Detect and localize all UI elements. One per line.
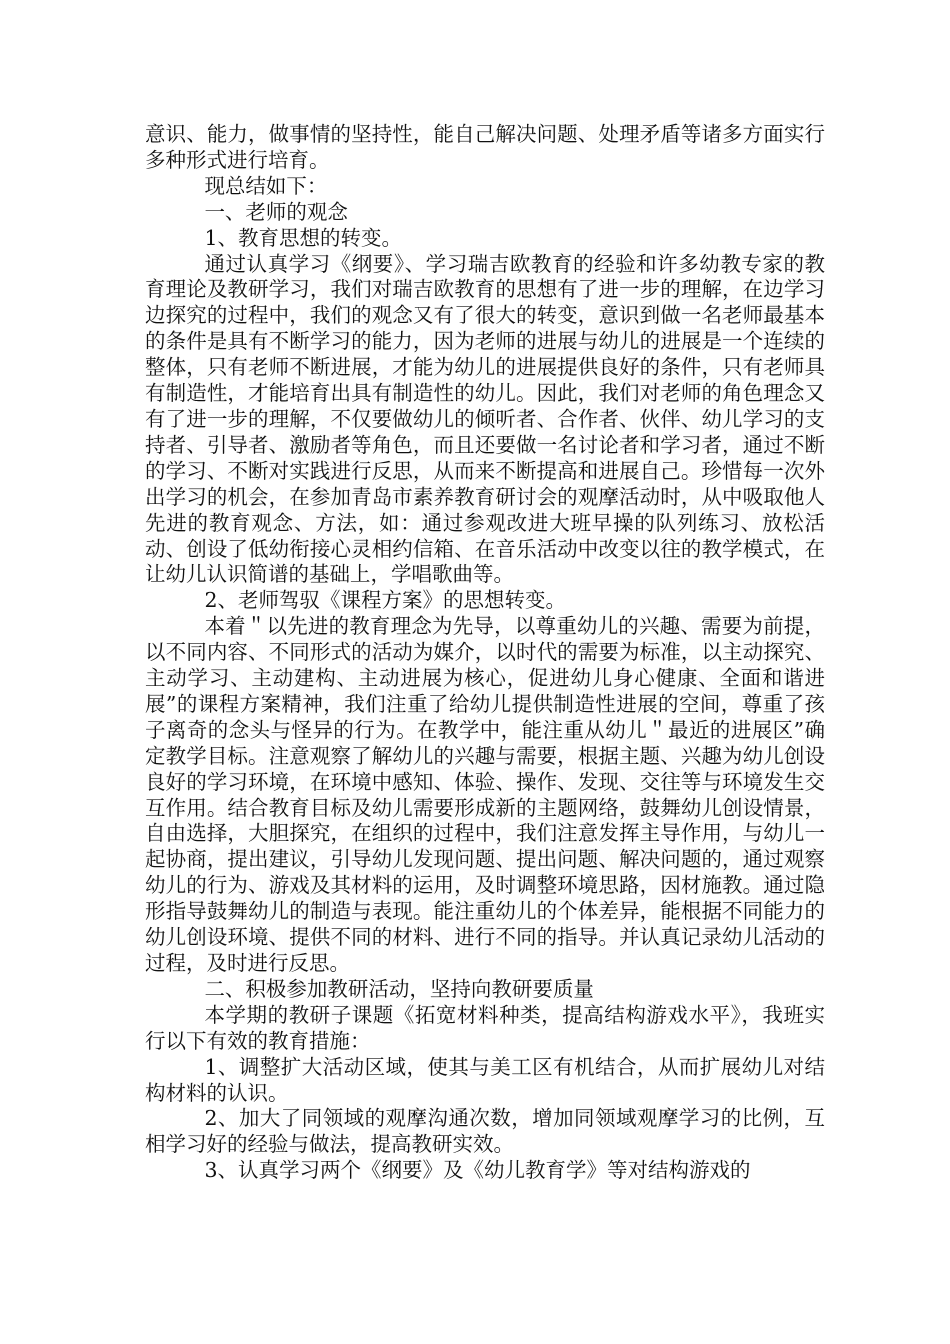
subheading-education-thinking: 1、教育思想的转变。 — [204, 225, 402, 250]
list-item-measure-1: 1、调整扩大活动区域，使其与美工区有机结合，从而扩展幼儿对结构材料的认识。 — [145, 1054, 825, 1105]
list-item-measure-2: 2、加大了同领域的观摩沟通次数，增加同领域观摩学习的比例，互相学习好的经验与做法，提高教研实效。 — [145, 1106, 825, 1157]
paragraph-research-intro: 本学期的教研子课题《拓宽材料种类，提高结构游戏水平》，我班实行以下有效的教育措施： — [145, 1002, 825, 1053]
paragraph-continuation: 意识、能力，做事情的坚持性，能自己解决问题、处理矛盾等诸多方面实行多种形式进行培育。 — [145, 122, 825, 172]
section-heading-research: 二、积极参加教研活动，坚持向教研要质量 — [204, 976, 594, 1001]
subheading-curriculum-thinking: 2、老师驾驭《课程方案》的思想转变。 — [204, 588, 566, 613]
list-item-measure-3: 3、认真学习两个《纲要》及《幼儿教育学》等对结构游戏的 — [204, 1158, 751, 1183]
paragraph-summary-intro: 现总结如下： — [204, 173, 328, 198]
paragraph-curriculum: 本着＂以先进的教育理念为先导，以尊重幼儿的兴趣、需要为前提，以不同内容、不同形式的活动为媒介，以时代的需要为标准，以主动探究、主动学习、主动建构、主动进展为核心，促进幼儿身心健康、全面和谐进展”的课程方案精神，我们注重了给幼儿提供制造性进展的空间，尊重了孩子离奇的念头与怪异的行为。在教学中，能注重从幼儿＂最近的进展区”确定教学目标。注意观察了解幼儿的兴趣与需要，根据主题、兴趣为幼儿创设良好的学习环境，在环境中感知、体验、操作、发现、交往等与环境发生交互作用。结合教育目标及幼儿需要形成新的主题网络，鼓舞幼儿创设情景，自由选择，大胆探究，在组织的过程中，我们注意发挥主导作用，与幼儿一起协商，提出建议，引导幼儿发现问题、提出问题、解决问题的，通过观察幼儿的行为、游戏及其材料的运用，及时调整环境思路，因材施教。通过隐形指导鼓舞幼儿的制造与表现。能注重幼儿的个体差异，能根据不同能力的幼儿创设环境、提供不同的材料、进行不同的指导。并认真记录幼儿活动的过程，及时进行反思。 — [145, 614, 825, 975]
section-heading-teacher-concept: 一、老师的观念 — [204, 199, 348, 224]
paragraph-learning: 通过认真学习《纲要》、学习瑞吉欧教育的经验和许多幼教专家的教育理论及教研学习，我们对瑞吉欧教育的思想有了进一步的理解，在边学习边探究的过程中，我们的观念又有了很大的转变，意识到做一名老师最基本的条件是具有不断学习的能力，因为老师的进展与幼儿的进展是一个连续的整体，只有老师不断进展，才能为幼儿的进展提供良好的条件，只有老师具有制造性，才能培育出具有制造性的幼儿。因此，我们对老师的角色理念又有了进一步的理解，不仅要做幼儿的倾听者、合作者、伙伴、幼儿学习的支持者、引导者、激励者等角色，而且还要做一名讨论者和学习者，通过不断的学习、不断对实践进行反思，从而来不断提高和进展自己。珍惜每一次外出学习的机会，在参加青岛市素养教育研讨会的观摩活动时，从中吸取他人先进的教育观念、方法，如：通过参观改进大班早操的队列练习、放松活动、创设了低幼衔接心灵相约信箱、在音乐活动中改变以往的教学模式，在让幼儿认识简谱的基础上，学唱歌曲等。 — [145, 251, 825, 587]
document-body — [145, 122, 825, 1184]
